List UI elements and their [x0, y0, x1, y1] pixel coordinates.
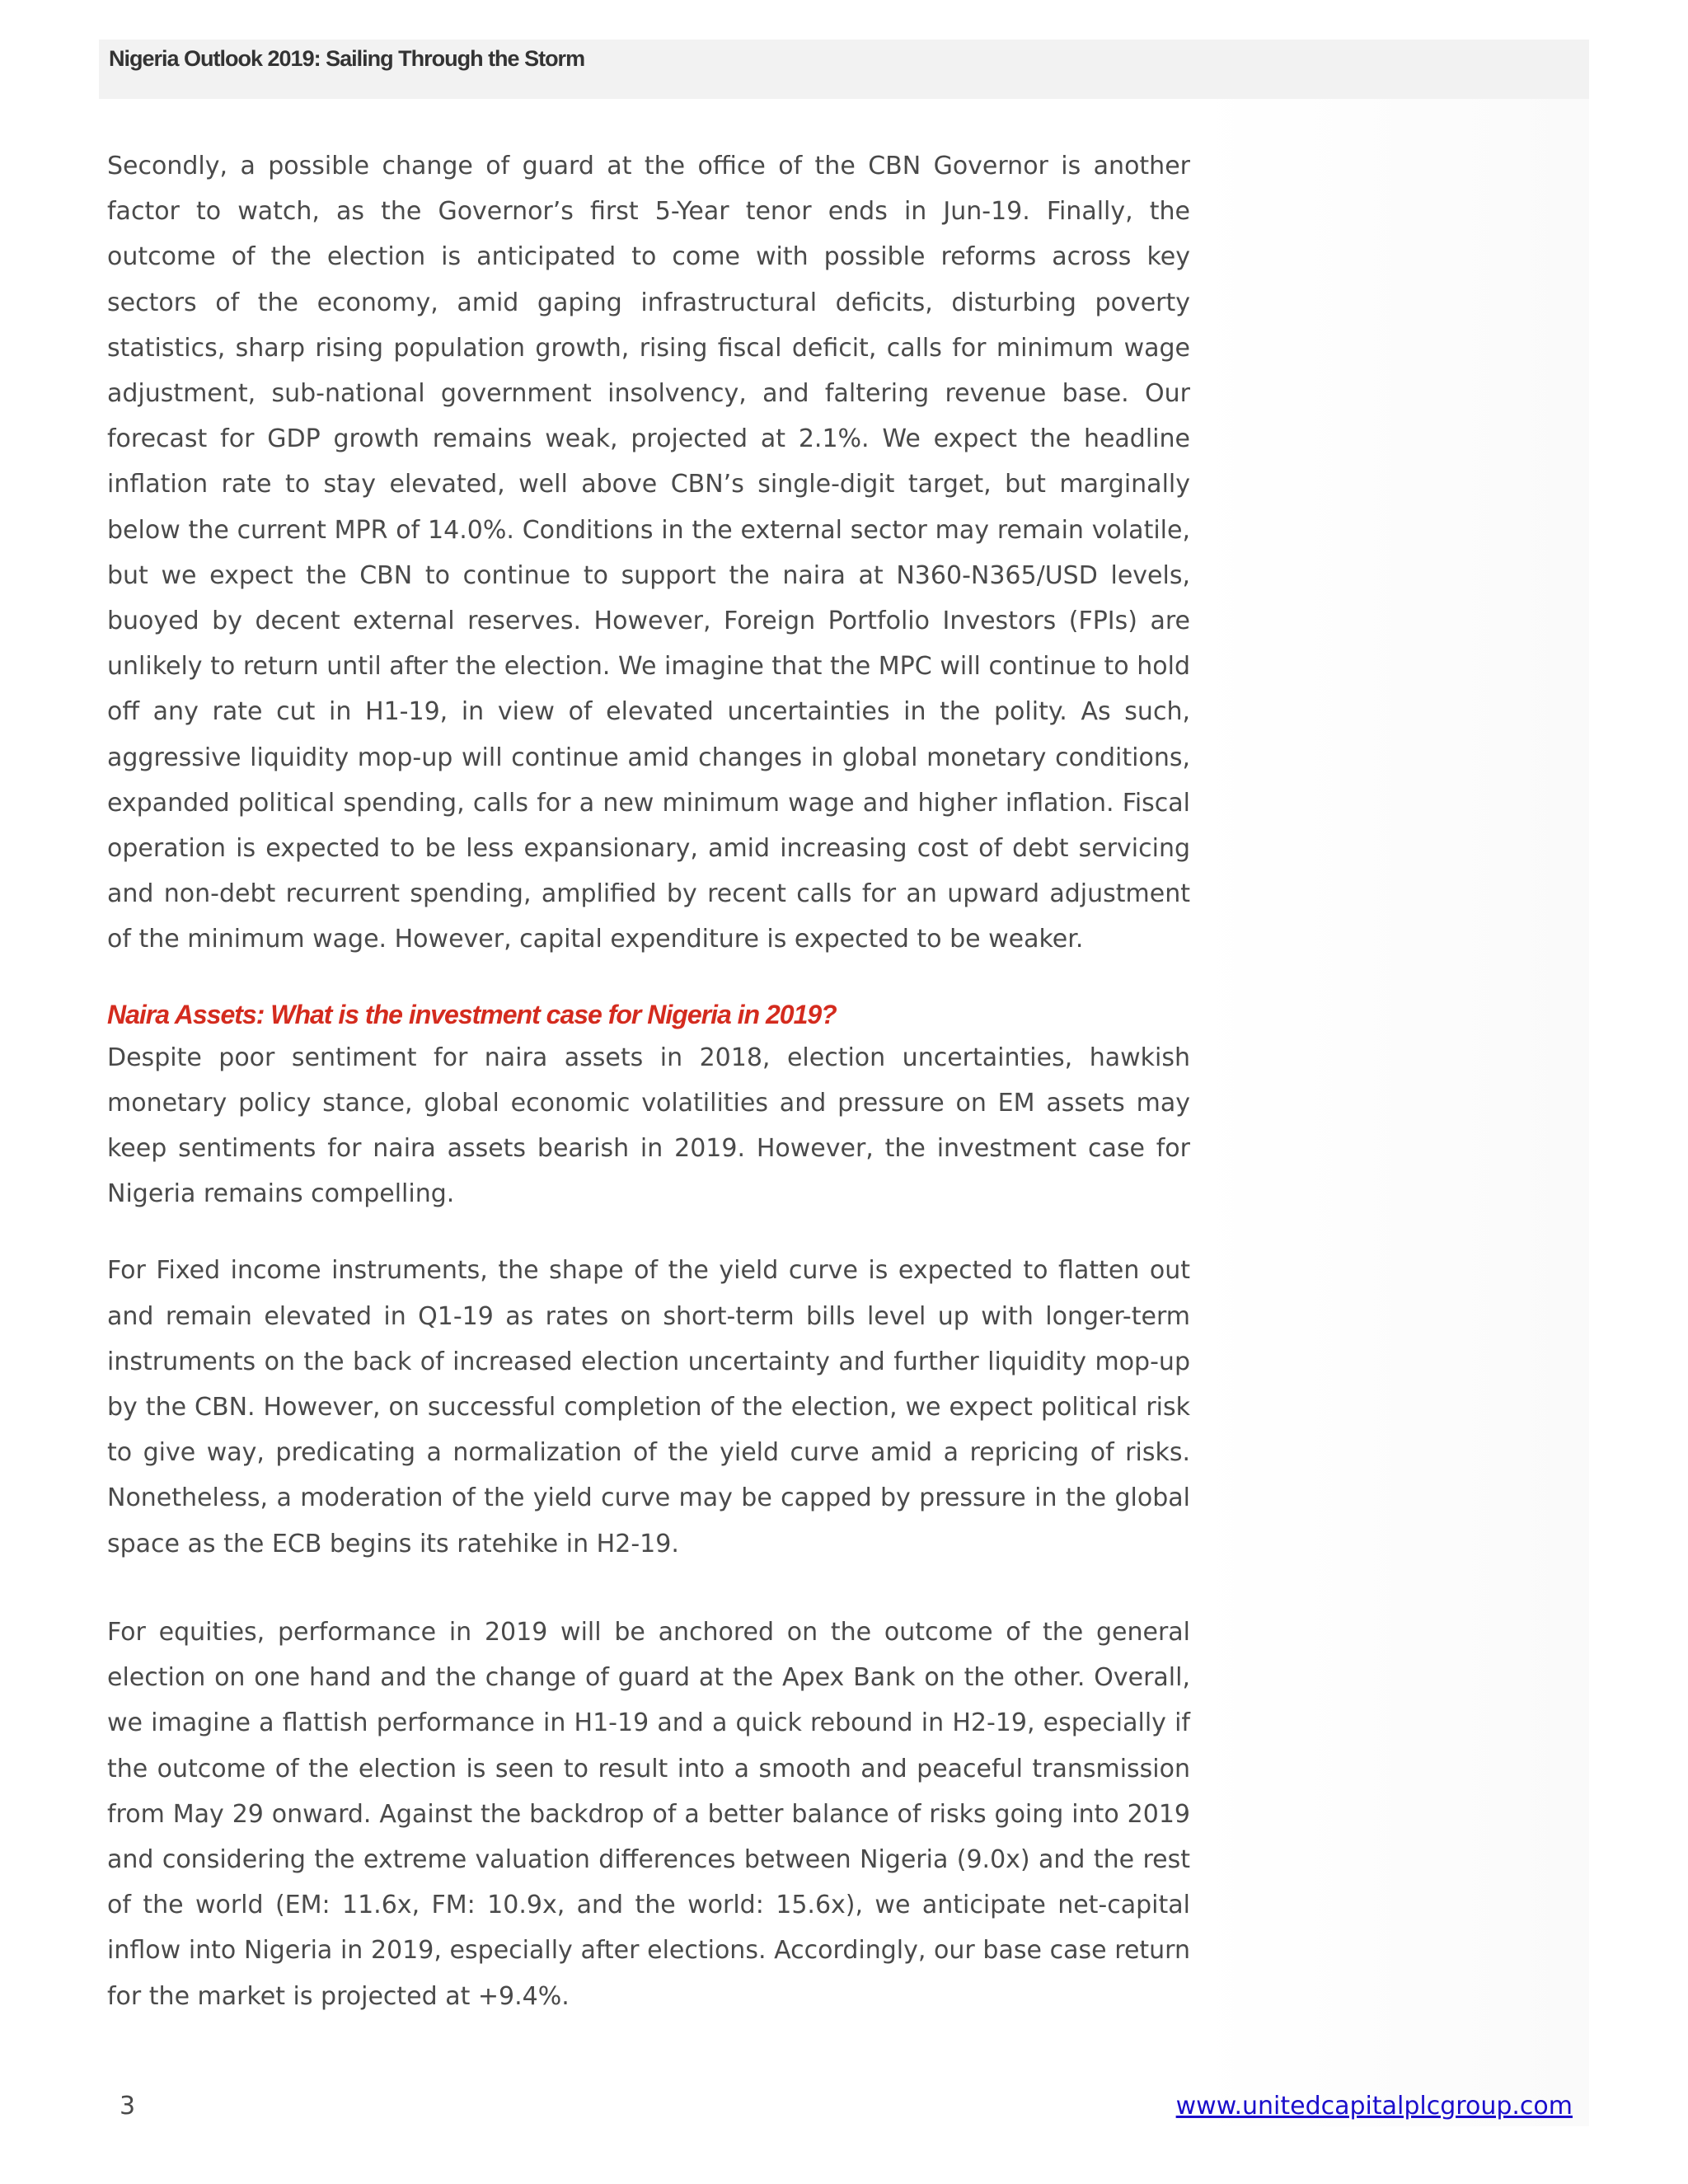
paragraph-equities: For equities, performance in 2019 will be anchored on the outcome of the general election on one hand and the change of guard at the Apex Bank on the other. Overall, we imagine a flattish performance in H1-19 and a quick rebound in H2-19, especially if the outcome of the election is seen to result into a smooth and peaceful transmission from May 29 onward. Against the backdrop of a better balance of risks going into 2019 and considering the extreme valuation differences between Nigeria (9.0x) and the rest of the world (EM: 11.6x, FM: 10.9x, and the world: 15.6x), we anticipate net-capital inflow into Nigeria in 2019, especially after elections. Accordingly, our base case return for the market is projected at +9.4%.	[107, 1617, 1190, 2011]
page-header	[99, 40, 1589, 99]
paragraph-fixed-income: For Fixed income instruments, the shape of the yield curve is expected to flatten out and remain elevated in Q1-19 as rates on short-term bills level up with longer-term instruments on the back of increased election uncertainty and further liquidity mop-up by the CBN. However, on successful completion of the election, we expect political risk to give way, predicating a normalization of the yield curve amid a repricing of risks. Nonetheless, a moderation of the yield curve may be capped by pressure in the global space as the ECB begins its ratehike in H2-19.	[107, 1256, 1190, 1558]
website-link[interactable]: www.unitedcapitalplcgroup.com	[1175, 2092, 1573, 2121]
paragraph-outlook: Secondly, a possible change of guard at the office of the CBN Governor is another factor to watch, as the Governor’s first 5-Year tenor ends in Jun-19. Finally, the outcome of the election is anticipated to come with possible reforms across key sectors of the economy, amid gaping infrastructural deficits, disturbing poverty statistics, sharp rising population growth, rising fiscal deficit, calls for minimum wage adjustment, sub-national government insolvency, and faltering revenue base. Our forecast for GDP growth remains weak, projected at 2.1%. We expect the headline inflation rate to stay elevated, well above CBN’s single-digit target, but marginally below the current MPR of 14.0%. Conditions in the external sector may remain volatile, but we expect the CBN to continue to support the naira at N360-N365/USD levels, buoyed by decent external reserves. However, Foreign Portfolio Investors (FPIs) are unlikely to return until after the election. We imagine that the MPC will continue to hold off any rate cut in H1-19, in view of elevated uncertainties in the polity. As such, aggressive liquidity mop-up will continue amid changes in global monetary conditions, expanded political spending, calls for a new minimum wage and higher inflation. Fiscal operation is expected to be less expansionary, amid increasing cost of debt servicing and non-debt recurrent spending, amplified by recent calls for an upward adjustment of the minimum wage. However, capital expenditure is expected to be weaker.	[107, 152, 1190, 954]
margin-shade	[1197, 99, 1589, 2126]
main-content	[107, 143, 1190, 2019]
page-number: 3	[120, 2092, 136, 2121]
section-heading: Naira Assets: What is the investment case for Nigeria in 2019?	[107, 999, 837, 1029]
header-title: Nigeria Outlook 2019: Sailing Through the Storm	[109, 46, 585, 71]
paragraph-naira-assets: Despite poor sentiment for naira assets in 2018, election uncertainties, hawkish monetary policy stance, global economic volatilities and pressure on EM assets may keep sentiments for naira assets bearish in 2019. However, the investment case for Nigeria remains compelling.	[107, 1043, 1190, 1209]
